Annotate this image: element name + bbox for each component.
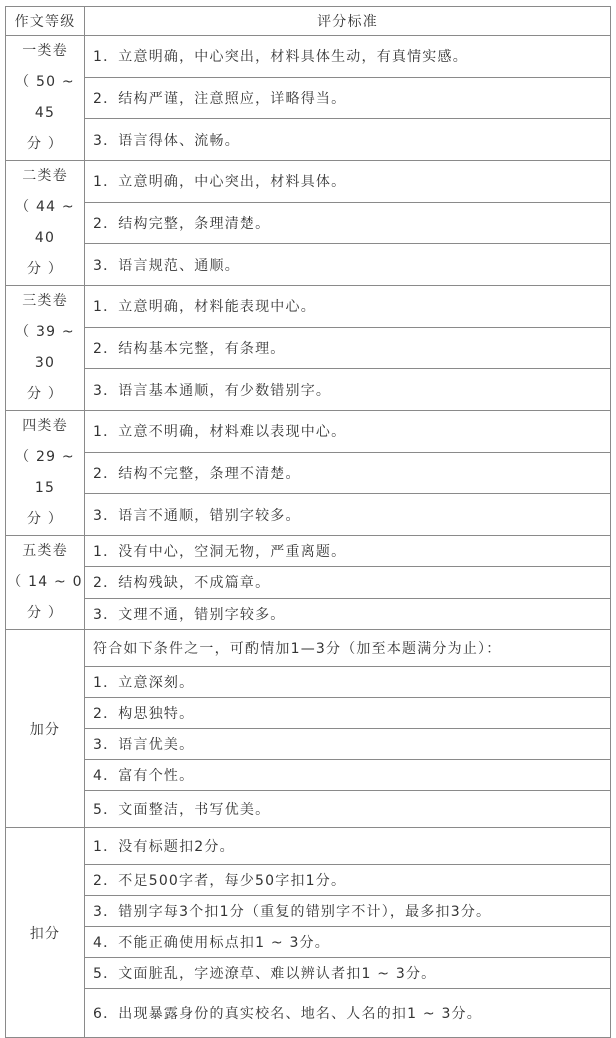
scoring-table [5,6,611,1038]
deduction-row [6,958,611,989]
grade-range: （ 50 ~ 45 [15,74,75,121]
grade-unit: 分 ） [26,386,64,402]
criterion-cell: 1．没有中心，空洞无物，严重离题。 [85,536,611,567]
criterion-cell: 1．立意不明确，材料难以表现中心。 [85,411,611,453]
bonus-row [6,760,611,791]
criterion-cell: 3．语言不通顺，错别字较多。 [85,494,611,536]
bonus-item: 1．立意深刻。 [85,667,611,698]
bonus-item: 3．语言优美。 [85,729,611,760]
grade-row [6,77,611,119]
grade-level-cell [6,411,85,536]
deduction-item: 1．没有标题扣2分。 [85,828,611,865]
grade-level-cell [6,36,85,161]
grade-row [6,411,611,453]
criterion-cell: 3．语言规范、通顺。 [85,244,611,286]
grade-row [6,286,611,328]
grade-row [6,327,611,369]
criterion-cell: 2．结构不完整，条理不清楚。 [85,452,611,494]
deduction-row [6,828,611,865]
criterion-cell: 1．立意明确，中心突出，材料具体。 [85,161,611,203]
bonus-intro: 符合如下条件之一，可酌情加1—3分（加至本题满分为止）： [85,630,611,667]
grade-row [6,369,611,411]
deduction-row [6,927,611,958]
bonus-item: 2．构思独特。 [85,698,611,729]
criterion-cell: 3．语言得体、流畅。 [85,119,611,161]
bonus-item: 5．文面整洁，书写优美。 [85,791,611,828]
criterion-cell: 2．结构基本完整，有条理。 [85,327,611,369]
grade-name: 四类卷 [22,418,68,434]
deduction-label: 扣分 [6,828,85,1038]
grade-unit: 分 ） [26,136,64,152]
grade-unit: 分 ） [26,605,64,621]
grade-row [6,452,611,494]
deduction-item: 3．错别字每3个扣1分（重复的错别字不计），最多扣3分。 [85,896,611,927]
grade-level-cell [6,536,85,630]
deduction-row [6,896,611,927]
bonus-row [6,791,611,828]
bonus-row [6,667,611,698]
criterion-cell: 2．结构严谨，注意照应，详略得当。 [85,77,611,119]
grade-name: 二类卷 [22,168,68,184]
deduction-row [6,989,611,1038]
header-criteria: 评分标准 [85,7,611,36]
bonus-item: 4．富有个性。 [85,760,611,791]
grade-name: 一类卷 [22,43,68,59]
criterion-cell: 3．文理不通，错别字较多。 [85,598,611,629]
grade-unit: 分 ） [26,261,64,277]
grade-row [6,567,611,598]
grade-row [6,202,611,244]
grade-row [6,244,611,286]
grade-row [6,161,611,203]
criterion-cell: 2．结构完整，条理清楚。 [85,202,611,244]
grade-row [6,494,611,536]
criterion-cell: 2．结构残缺，不成篇章。 [85,567,611,598]
header-row [6,7,611,36]
grade-row [6,119,611,161]
grade-name: 五类卷 [22,543,68,559]
criterion-cell: 3．语言基本通顺，有少数错别字。 [85,369,611,411]
grade-range: （ 14 ~ 0 [7,574,83,590]
bonus-row [6,729,611,760]
deduction-item: 2．不足500字者，每少50字扣1分。 [85,865,611,896]
bonus-row [6,630,611,667]
grade-row [6,36,611,78]
criterion-cell: 1．立意明确，材料能表现中心。 [85,286,611,328]
bonus-row [6,698,611,729]
grade-unit: 分 ） [26,511,64,527]
header-level: 作文等级 [6,7,85,36]
grade-level-cell [6,286,85,411]
grade-row [6,536,611,567]
bonus-label: 加分 [6,630,85,828]
grade-range: （ 44 ~ 40 [15,199,75,246]
deduction-item: 6．出现暴露身份的真实校名、地名、人名的扣1 ~ 3分。 [85,989,611,1038]
grade-level-cell [6,161,85,286]
grade-name: 三类卷 [22,293,68,309]
grade-row [6,598,611,629]
deduction-item: 5．文面脏乱，字迹潦草、难以辨认者扣1 ~ 3分。 [85,958,611,989]
deduction-item: 4．不能正确使用标点扣1 ~ 3分。 [85,927,611,958]
criterion-cell: 1．立意明确，中心突出，材料具体生动，有真情实感。 [85,36,611,78]
grade-range: （ 29 ~ 15 [15,449,75,496]
grade-range: （ 39 ~ 30 [15,324,75,371]
